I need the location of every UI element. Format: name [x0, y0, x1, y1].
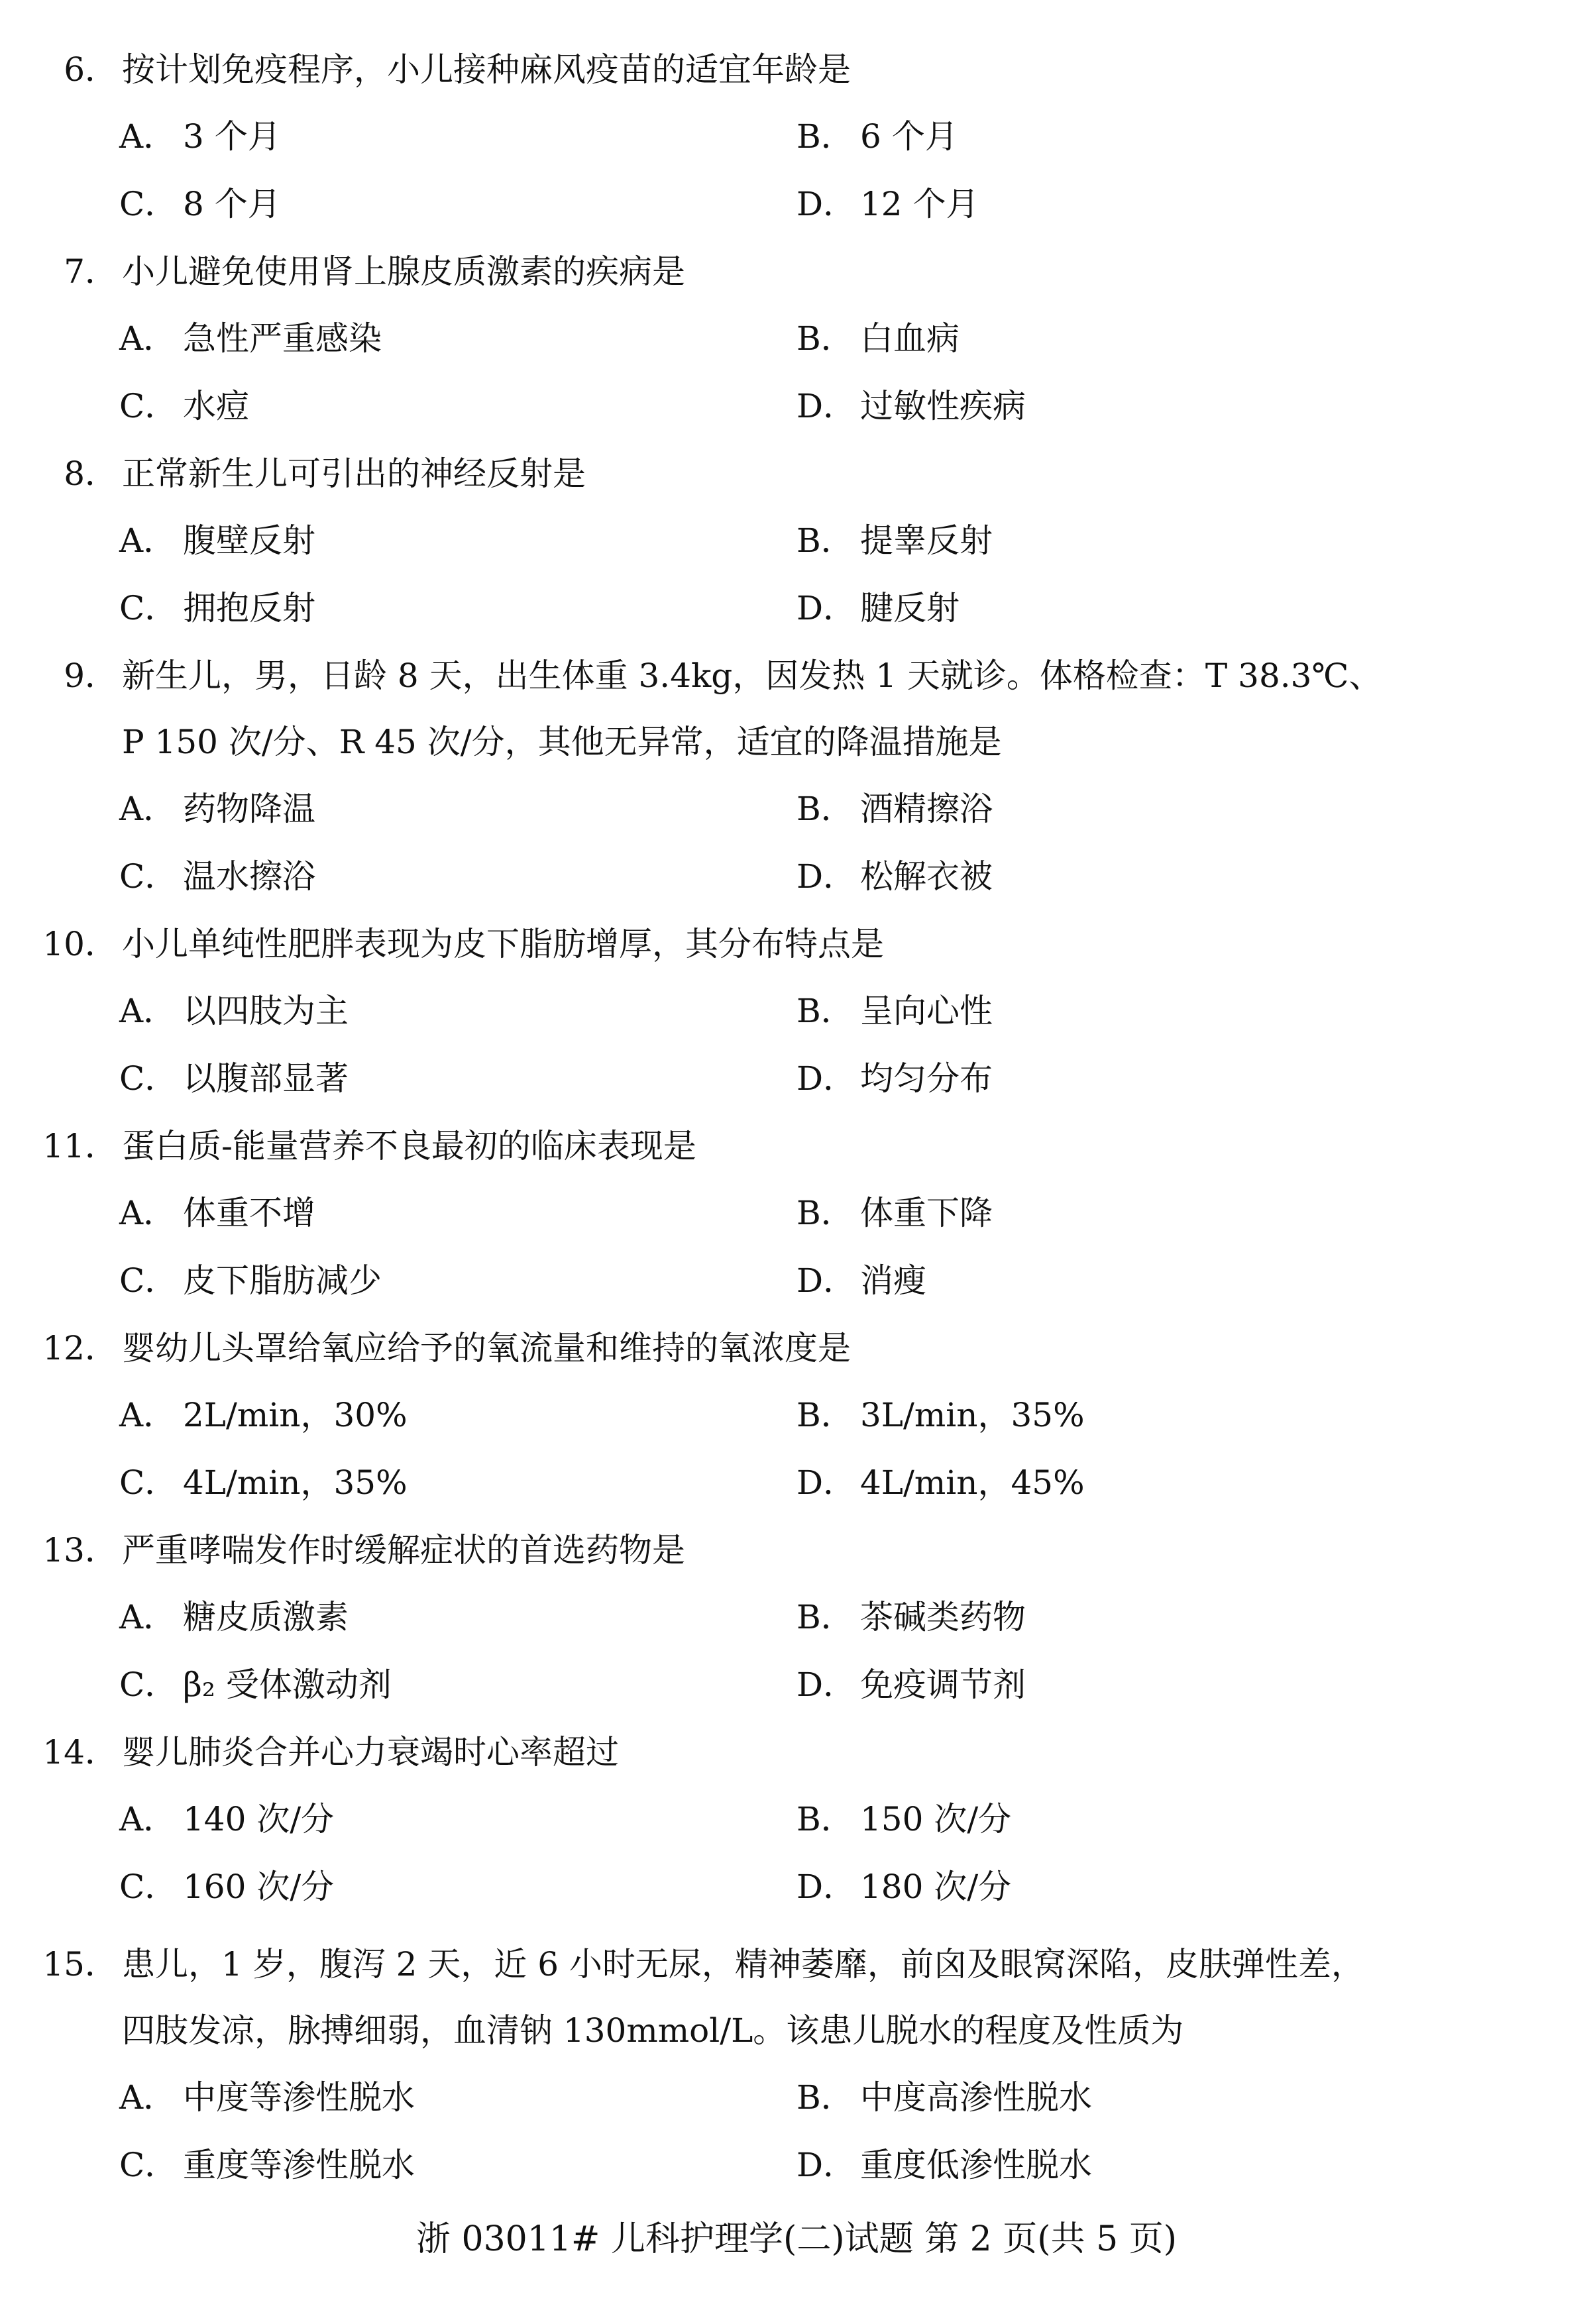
option-text: β₂ 受体激动剂 [183, 1665, 392, 1704]
question-stem [0, 441, 1593, 507]
options-row [0, 305, 1593, 372]
option-b [796, 1179, 993, 1247]
option-letter: A． [119, 992, 177, 1030]
option-text: 重度等渗性脱水 [183, 2146, 415, 2184]
option-a [119, 1179, 315, 1247]
options-row [0, 977, 1593, 1045]
option-text: 免疫调节剂 [860, 1665, 1026, 1704]
options-row [0, 1247, 1593, 1314]
option-text: 8 个月 [183, 185, 281, 223]
option-a [119, 977, 349, 1045]
question-10 [0, 911, 1593, 1112]
option-text: 3L/min，35% [860, 1396, 1085, 1434]
question-stem-continued: 四肢发凉，脉搏细弱，血清钠 130mmol/L。该患儿脱水的程度及性质为 [122, 2011, 1184, 2050]
option-b [796, 507, 993, 574]
options-row [0, 170, 1593, 238]
option-d [796, 170, 979, 238]
question-6 [0, 36, 1593, 238]
option-text: 过敏性疾病 [860, 387, 1026, 425]
question-text: 蛋白质-能量营养不良最初的临床表现是 [122, 1127, 696, 1165]
option-letter: D． [796, 1463, 857, 1502]
option-text: 皮下脂肪减少 [183, 1261, 382, 1300]
question-15 [0, 1931, 1593, 2199]
question-stem [0, 1517, 1593, 1583]
option-d [796, 574, 960, 642]
option-letter: A． [119, 1396, 177, 1434]
option-letter: B． [796, 2078, 854, 2117]
option-letter: A． [119, 117, 177, 156]
option-text: 体重下降 [860, 1194, 993, 1232]
question-number: 11． [42, 1127, 118, 1165]
question-text: 正常新生儿可引出的神经反射是 [122, 454, 586, 493]
option-c [119, 2131, 415, 2199]
option-text: 腱反射 [860, 589, 960, 627]
option-letter: A． [119, 521, 177, 560]
option-text: 水痘 [183, 387, 249, 425]
question-12 [0, 1315, 1593, 1516]
question-8 [0, 441, 1593, 642]
option-text: 重度低渗性脱水 [860, 2146, 1092, 2184]
option-b [796, 2064, 1092, 2131]
options-row [0, 1381, 1593, 1449]
option-text: 呈向心性 [860, 992, 993, 1030]
question-stem [0, 238, 1593, 305]
option-a [119, 103, 281, 170]
option-a [119, 1381, 408, 1449]
question-14 [0, 1719, 1593, 1921]
question-number: 9． [64, 657, 118, 695]
question-number: 15． [42, 1945, 118, 1983]
option-text: 6 个月 [860, 117, 958, 156]
option-letter: A． [119, 1800, 177, 1838]
option-b [796, 775, 993, 843]
option-text: 中度等渗性脱水 [183, 2078, 415, 2117]
question-stem [0, 1113, 1593, 1179]
option-c [119, 843, 315, 910]
question-text: 婴儿肺炎合并心力衰竭时心率超过 [122, 1733, 619, 1771]
question-text: 婴幼儿头罩给氧应给予的氧流量和维持的氧浓度是 [122, 1329, 851, 1367]
question-number: 14． [42, 1733, 118, 1771]
options-row [0, 372, 1593, 440]
option-letter: C． [119, 857, 178, 896]
option-letter: B． [796, 521, 854, 560]
option-text: 2L/min，30% [183, 1396, 408, 1434]
option-text: 均匀分布 [860, 1059, 993, 1098]
question-number: 7． [64, 252, 118, 291]
question-text: 新生儿，男，日龄 8 天，出生体重 3.4kg，因发热 1 天就诊。体格检查：T 38.3℃、 [122, 657, 1382, 695]
option-letter: C． [119, 1059, 178, 1098]
option-text: 药物降温 [183, 790, 315, 828]
option-b [796, 1583, 1026, 1651]
options-row [0, 1179, 1593, 1247]
option-letter: C． [119, 1261, 178, 1300]
option-letter: D． [796, 2146, 857, 2184]
option-text: 以四肢为主 [183, 992, 349, 1030]
options-row [0, 775, 1593, 843]
option-d [796, 372, 1026, 440]
option-letter: C． [119, 589, 178, 627]
option-letter: C． [119, 387, 178, 425]
option-letter: D． [796, 589, 857, 627]
question-stem [0, 1315, 1593, 1381]
option-text: 4L/min，35% [183, 1463, 408, 1502]
option-letter: C． [119, 1868, 178, 1906]
option-text: 体重不增 [183, 1194, 315, 1232]
options-row [0, 1449, 1593, 1516]
question-text: 严重哮喘发作时缓解症状的首选药物是 [122, 1531, 685, 1569]
options-row [0, 507, 1593, 574]
option-text: 3 个月 [183, 117, 281, 156]
option-letter: C． [119, 1665, 178, 1704]
question-9 [0, 643, 1593, 910]
option-text: 酒精擦浴 [860, 790, 993, 828]
question-stem [0, 36, 1593, 103]
option-d [796, 843, 993, 910]
option-c [119, 1247, 382, 1314]
option-letter: D． [796, 1059, 857, 1098]
question-stem [0, 1931, 1593, 1997]
option-text: 180 次/分 [860, 1868, 1012, 1906]
option-d [796, 1853, 1011, 1921]
option-a [119, 1583, 349, 1651]
option-letter: D． [796, 185, 857, 223]
option-b [796, 1381, 1085, 1449]
question-number: 8． [64, 454, 118, 493]
option-a [119, 2064, 415, 2131]
option-text: 糖皮质激素 [183, 1598, 349, 1636]
question-stem-continued: P 150 次/分、R 45 次/分，其他无异常，适宜的降温措施是 [122, 723, 1002, 761]
option-letter: B． [796, 1194, 854, 1232]
options-row [0, 1785, 1593, 1853]
option-d [796, 1651, 1026, 1718]
option-letter: D． [796, 857, 857, 896]
option-text: 160 次/分 [183, 1868, 335, 1906]
option-text: 白血病 [860, 319, 960, 358]
option-letter: C． [119, 1463, 178, 1502]
option-d [796, 1045, 993, 1112]
question-11 [0, 1113, 1593, 1314]
options-row [0, 1651, 1593, 1718]
option-letter: B． [796, 1396, 854, 1434]
option-letter: A． [119, 790, 177, 828]
option-text: 4L/min，45% [860, 1463, 1085, 1502]
option-text: 150 次/分 [860, 1800, 1012, 1838]
option-c [119, 1449, 408, 1516]
option-text: 提睾反射 [860, 521, 993, 560]
option-a [119, 775, 315, 843]
option-c [119, 1045, 349, 1112]
question-text: 小儿单纯性肥胖表现为皮下脂肪增厚，其分布特点是 [122, 925, 884, 963]
option-letter: B． [796, 790, 854, 828]
options-row [0, 1853, 1593, 1921]
options-row [0, 1583, 1593, 1651]
option-text: 消瘦 [860, 1261, 926, 1300]
option-text: 松解衣被 [860, 857, 993, 896]
option-letter: B． [796, 1598, 854, 1636]
question-stem [0, 643, 1593, 709]
question-number: 6． [64, 50, 118, 89]
option-letter: A． [119, 319, 177, 358]
options-row [0, 2131, 1593, 2199]
option-d [796, 1449, 1085, 1516]
option-letter: B． [796, 117, 854, 156]
question-text: 按计划免疫程序，小儿接种麻风疫苗的适宜年龄是 [122, 50, 851, 89]
option-letter: A． [119, 1598, 177, 1636]
option-letter: D． [796, 1868, 857, 1906]
option-c [119, 1853, 334, 1921]
option-text: 12 个月 [860, 185, 979, 223]
option-c [119, 372, 249, 440]
option-letter: B． [796, 319, 854, 358]
question-number: 13． [42, 1531, 118, 1569]
option-d [796, 2131, 1092, 2199]
option-letter: C． [119, 185, 178, 223]
option-a [119, 1785, 334, 1853]
option-c [119, 1651, 392, 1718]
option-letter: A． [119, 2078, 177, 2117]
option-a [119, 507, 315, 574]
option-b [796, 305, 960, 372]
option-c [119, 574, 315, 642]
option-letter: D． [796, 1261, 857, 1300]
option-text: 中度高渗性脱水 [860, 2078, 1092, 2117]
question-number: 12． [42, 1329, 118, 1367]
option-text: 腹壁反射 [183, 521, 315, 560]
option-letter: A． [119, 1194, 177, 1232]
option-text: 温水擦浴 [183, 857, 315, 896]
question-stem [0, 1719, 1593, 1785]
option-letter: D． [796, 387, 857, 425]
options-row [0, 1045, 1593, 1112]
option-b [796, 977, 993, 1045]
question-13 [0, 1517, 1593, 1718]
question-number: 10． [42, 925, 118, 963]
option-d [796, 1247, 926, 1314]
question-text: 患儿，1 岁，腹泻 2 天，近 6 小时无尿，精神萎靡，前囟及眼窝深陷，皮肤弹性差， [122, 1945, 1364, 1983]
options-row [0, 574, 1593, 642]
page-footer: 浙 03011# 儿科护理学(二)试题 第 2 页(共 5 页) [415, 2219, 1177, 2259]
options-row [0, 103, 1593, 170]
option-text: 140 次/分 [183, 1800, 335, 1838]
option-letter: B． [796, 1800, 854, 1838]
option-letter: B． [796, 992, 854, 1030]
option-c [119, 170, 281, 238]
option-text: 茶碱类药物 [860, 1598, 1026, 1636]
option-b [796, 103, 958, 170]
option-text: 以腹部显著 [183, 1059, 349, 1098]
question-text: 小儿避免使用肾上腺皮质激素的疾病是 [122, 252, 685, 291]
question-stem [0, 911, 1593, 977]
options-row [0, 843, 1593, 910]
option-letter: D． [796, 1665, 857, 1704]
option-text: 急性严重感染 [183, 319, 382, 358]
option-text: 拥抱反射 [183, 589, 315, 627]
option-letter: C． [119, 2146, 178, 2184]
options-row [0, 2064, 1593, 2131]
option-a [119, 305, 382, 372]
question-7 [0, 238, 1593, 440]
option-b [796, 1785, 1011, 1853]
